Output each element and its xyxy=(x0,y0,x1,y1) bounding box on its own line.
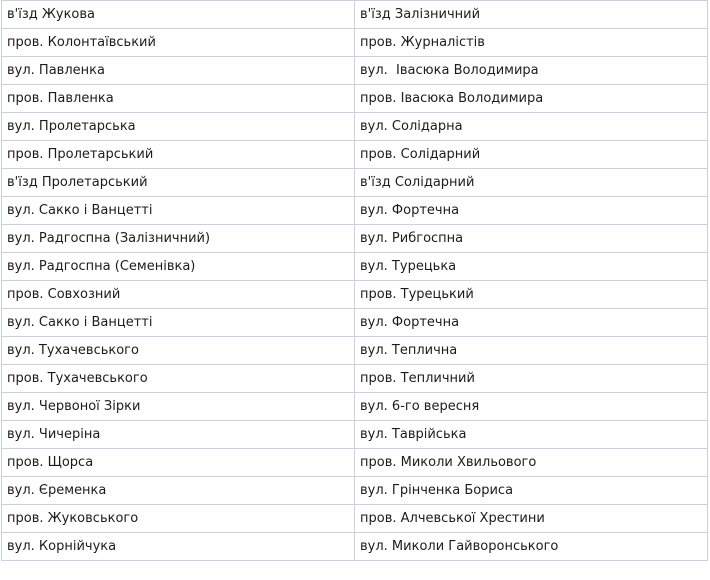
old-street-name-cell: вул. Сакко і Ванцетті xyxy=(2,197,355,225)
table-row xyxy=(2,169,708,197)
table-row xyxy=(2,197,708,225)
old-street-name-cell: вул. Єременка xyxy=(2,477,355,505)
new-street-name-cell: пров. Алчевської Хрестини xyxy=(355,505,708,533)
new-street-name-cell: вул. Фортечна xyxy=(355,197,708,225)
old-street-name-cell: вул. Корнійчука xyxy=(2,533,355,561)
street-rename-table xyxy=(1,0,708,561)
table-row xyxy=(2,309,708,337)
new-street-name-cell: вул. Таврійська xyxy=(355,421,708,449)
old-street-name-cell: вул. Пролетарська xyxy=(2,113,355,141)
table-row xyxy=(2,337,708,365)
new-street-name-cell: пров. Миколи Хвильового xyxy=(355,449,708,477)
table-row xyxy=(2,253,708,281)
old-street-name-cell: пров. Жуковського xyxy=(2,505,355,533)
new-street-name-cell: вул. 6-го вересня xyxy=(355,393,708,421)
table-row xyxy=(2,113,708,141)
old-street-name-cell: вул. Червоної Зірки xyxy=(2,393,355,421)
new-street-name-cell: в'їзд Солідарний xyxy=(355,169,708,197)
old-street-name-cell: пров. Тухачевського xyxy=(2,365,355,393)
new-street-name-cell: вул. Фортечна xyxy=(355,309,708,337)
table-body xyxy=(2,1,708,561)
old-street-name-cell: в'їзд Жукова xyxy=(2,1,355,29)
table-row xyxy=(2,225,708,253)
old-street-name-cell: вул. Радгоспна (Залізничний) xyxy=(2,225,355,253)
table-row xyxy=(2,57,708,85)
old-street-name-cell: вул. Павленка xyxy=(2,57,355,85)
new-street-name-cell: вул. Солідарна xyxy=(355,113,708,141)
new-street-name-cell: вул. Рибгоспна xyxy=(355,225,708,253)
new-street-name-cell: пров. Солідарний xyxy=(355,141,708,169)
new-street-name-cell: в'їзд Залізничний xyxy=(355,1,708,29)
table-row xyxy=(2,1,708,29)
new-street-name-cell: вул. Турецька xyxy=(355,253,708,281)
table-row xyxy=(2,281,708,309)
new-street-name-cell: вул. Грінченка Бориса xyxy=(355,477,708,505)
old-street-name-cell: пров. Павленка xyxy=(2,85,355,113)
table-row xyxy=(2,393,708,421)
new-street-name-cell: пров. Івасюка Володимира xyxy=(355,85,708,113)
old-street-name-cell: вул. Тухачевського xyxy=(2,337,355,365)
old-street-name-cell: пров. Щорса xyxy=(2,449,355,477)
table-row xyxy=(2,29,708,57)
table-row xyxy=(2,85,708,113)
table-row xyxy=(2,533,708,561)
new-street-name-cell: пров. Турецький xyxy=(355,281,708,309)
table-row xyxy=(2,449,708,477)
new-street-name-cell: пров. Тепличний xyxy=(355,365,708,393)
old-street-name-cell: пров. Пролетарський xyxy=(2,141,355,169)
new-street-name-cell: вул. Теплична xyxy=(355,337,708,365)
table-row xyxy=(2,141,708,169)
new-street-name-cell: вул. Івасюка Володимира xyxy=(355,57,708,85)
old-street-name-cell: вул. Сакко і Ванцетті xyxy=(2,309,355,337)
new-street-name-cell: пров. Журналістів xyxy=(355,29,708,57)
old-street-name-cell: пров. Колонтаївський xyxy=(2,29,355,57)
new-street-name-cell: вул. Миколи Гайворонського xyxy=(355,533,708,561)
table-row xyxy=(2,505,708,533)
old-street-name-cell: в'їзд Пролетарський xyxy=(2,169,355,197)
old-street-name-cell: вул. Радгоспна (Семенівка) xyxy=(2,253,355,281)
old-street-name-cell: пров. Совхозний xyxy=(2,281,355,309)
table-row xyxy=(2,477,708,505)
old-street-name-cell: вул. Чичеріна xyxy=(2,421,355,449)
table-row xyxy=(2,421,708,449)
table-row xyxy=(2,365,708,393)
